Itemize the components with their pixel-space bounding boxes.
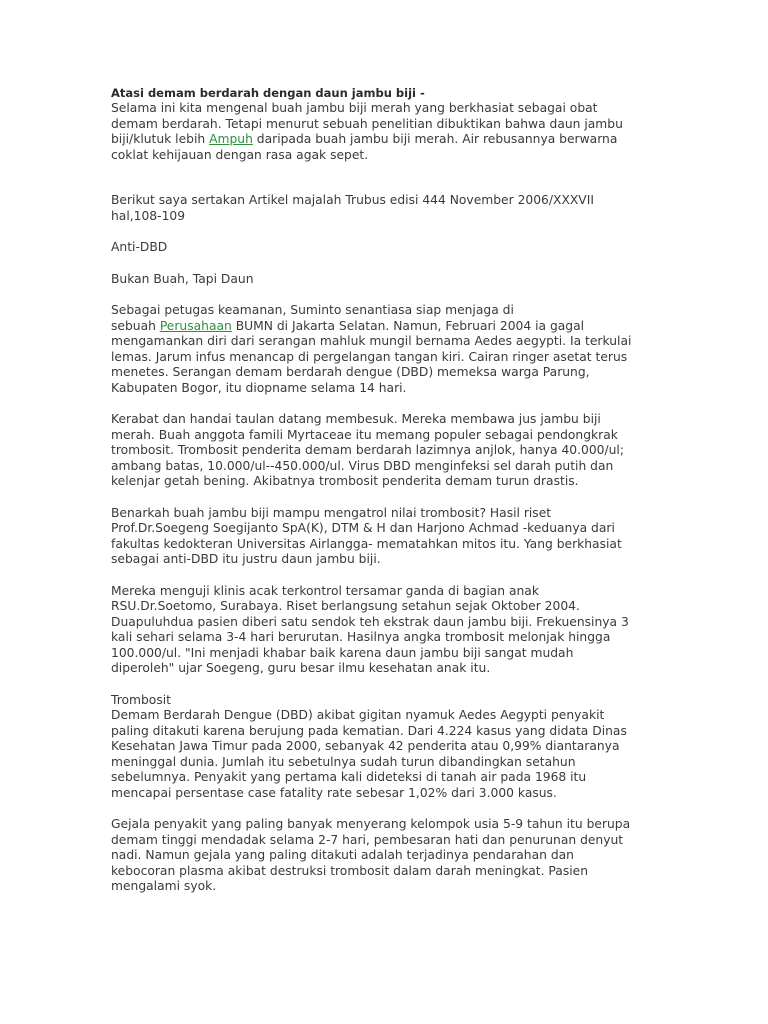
paragraph-line: Duapuluhdua pasien diberi satu sendok teh ekstrak daun jambu biji. Frekuensinya 3: [111, 614, 629, 629]
paragraph-line: mengamankan diri dari serangan mahluk mungil bernama Aedes aegypti. Ia terkulai: [111, 334, 632, 348]
paragraph-line: diperoleh" ujar Soegeng, guru besar ilmu kesehatan anak itu.: [111, 661, 491, 675]
paragraph-text: sebuah: [111, 318, 160, 333]
paragraph-line: mencapai persentase case fatality rate sebesar 1,02% dari 3.000 kasus.: [111, 785, 557, 800]
paragraph-line: sebelumnya. Penyakit yang pertama kali dideteksi di tanah air pada 1968 itu: [111, 770, 587, 784]
section-heading-anti-dbd: [111, 240, 671, 256]
paragraph-line: meninggal dunia. Jumlah itu sebetulnya sudah turun dibandingkan setahun: [111, 754, 576, 769]
source-line: hal,108-109: [111, 208, 186, 223]
intro-line: Selama ini kita mengenal buah jambu biji merah yang berkhasiat sebagai obat: [111, 101, 598, 115]
paragraph-line: kebocoran plasma akibat destruksi trombosit dalam darah meningkat. Pasien: [111, 863, 589, 878]
paragraph-line: trombosit. Trombosit penderita demam berdarah lazimnya anjlok, hanya 40.000/ul;: [111, 443, 624, 457]
paragraph-line: kelenjar getah bening. Akibatnya trombosit penderita demam turun drastis.: [111, 474, 579, 488]
paragraph-line: nadi. Namun gejala yang paling ditakuti adalah terjadinya pendarahan dan: [111, 848, 574, 862]
paragraph-line: Kabupaten Bogor, itu diopname selama 14 hari.: [111, 380, 407, 395]
paragraph-4: [111, 584, 671, 677]
source-line: Berikut saya sertakan Artikel majalah Trubus edisi 444 November 2006/XXXVII: [111, 193, 594, 207]
source-paragraph: [111, 193, 671, 224]
paragraph-6: [111, 817, 671, 895]
document-page: [111, 86, 671, 895]
paragraph-line: [111, 319, 671, 335]
intro-line: coklat kehijauan dengan rasa agak sepet.: [111, 147, 369, 162]
article-subtitle: [111, 272, 671, 288]
paragraph-line: ambang batas, 10.000/ul--450.000/ul. Virus DBD menginfeksi sel darah putih dan: [111, 458, 614, 473]
paragraph-line: lemas. Jarum infus menancap di pergelangan tangan kiri. Cairan ringer asetat terus: [111, 349, 628, 364]
paragraph-line: Demam Berdarah Dengue (DBD) akibat gigitan nyamuk Aedes Aegypti penyakit: [111, 708, 605, 722]
paragraph-line: paling ditakuti karena berujung pada kematian. Dari 4.224 kasus yang didata Dinas: [111, 723, 627, 738]
paragraph-line: Benarkah buah jambu biji mampu mengatrol nilai trombosit? Hasil riset: [111, 505, 552, 520]
section-heading-trombosit: Trombosit: [111, 692, 171, 707]
intro-paragraph: [111, 101, 671, 163]
paragraph-line: menetes. Serangan demam berdarah dengue (DBD) memeksa warga Parung,: [111, 365, 590, 379]
subtitle-text: Bukan Buah, Tapi Daun: [111, 271, 254, 286]
article-title: Atasi demam berdarah dengan daun jambu biji -: [111, 86, 425, 100]
paragraph-line: 100.000/ul. "Ini menjadi khabar baik karena daun jambu biji sangat mudah: [111, 645, 574, 660]
intro-text: biji/klutuk lebih: [111, 132, 210, 146]
paragraph-line: Kesehatan Jawa Timur pada 2000, sebanyak 42 penderita atau 0,99% diantaranya: [111, 739, 620, 753]
paragraph-line: mengalami syok.: [111, 879, 217, 893]
paragraph-line: Mereka menguji klinis acak terkontrol tersamar ganda di bagian anak: [111, 583, 539, 598]
paragraph-1: [111, 303, 671, 396]
paragraph-line: Prof.Dr.Soegeng Soegijanto SpA(K), DTM & H dan Harjono Achmad -keduanya dari: [111, 521, 615, 535]
intro-text: daripada buah jambu biji merah. Air rebusannya berwarna: [252, 132, 618, 146]
intro-line: demam berdarah. Tetapi menurut sebuah penelitian dibuktikan bahwa daun jambu: [111, 116, 623, 131]
paragraph-line: kali sehari selama 3-4 hari berurutan. Hasilnya angka trombosit melonjak hingga: [111, 630, 611, 644]
paragraph-5: [111, 693, 671, 802]
paragraph-text: BUMN di Jakarta Selatan. Namun, Februari 2004 ia gagal: [231, 318, 585, 333]
perusahaan-link[interactable]: Perusahaan: [159, 318, 232, 333]
intro-line: [111, 132, 671, 148]
ampuh-link[interactable]: Ampuh: [209, 132, 253, 146]
paragraph-line: RSU.Dr.Soetomo, Surabaya. Riset berlangsung setahun sejak Oktober 2004.: [111, 599, 580, 613]
paragraph-line: demam tinggi mendadak selama 2-7 hari, pembesaran hati dan penurunan denyut: [111, 832, 624, 847]
paragraph-3: [111, 506, 671, 568]
paragraph-line: fakultas kedokteran Universitas Airlangga- mematahkan mitos itu. Yang berkhasiat: [111, 536, 622, 551]
paragraph-line: Sebagai petugas keamanan, Suminto senantiasa siap menjaga di: [111, 303, 514, 317]
paragraph-line: Gejala penyakit yang paling banyak menyerang kelompok usia 5-9 tahun itu berupa: [111, 817, 631, 831]
paragraph-line: merah. Buah anggota famili Myrtaceae itu memang populer sebagai pendongkrak: [111, 427, 618, 442]
paragraph-line: Kerabat dan handai taulan datang membesuk. Mereka membawa jus jambu biji: [111, 412, 601, 426]
paragraph-line: sebagai anti-DBD itu justru daun jambu biji.: [111, 552, 381, 566]
section-heading-text: Anti-DBD: [111, 240, 168, 254]
paragraph-2: [111, 412, 671, 490]
